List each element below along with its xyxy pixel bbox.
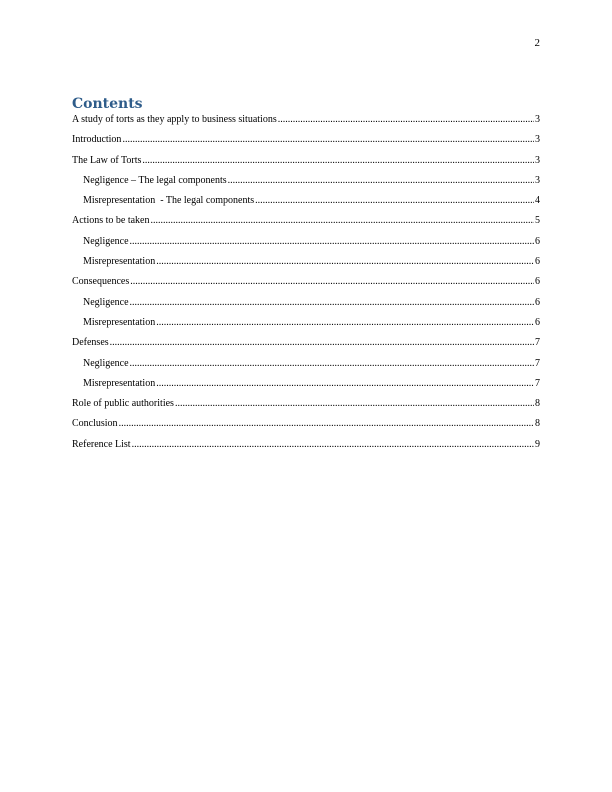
toc-entry-page: 6 (535, 296, 540, 308)
toc-entry-page: 6 (535, 235, 540, 247)
toc-entry-title: Reference List (72, 438, 131, 450)
toc-entry-title: Negligence (83, 296, 129, 308)
toc-dot-leader (278, 113, 534, 127)
toc-entry-title: Misrepresentation (83, 377, 156, 389)
toc-subentry[interactable] (72, 235, 540, 255)
toc-dot-leader (150, 214, 534, 228)
toc-subentry[interactable] (72, 174, 540, 194)
toc-dot-leader (142, 154, 534, 168)
toc-entry-title: Defenses (72, 337, 109, 349)
toc-entry-title: Actions to be taken (72, 215, 150, 227)
toc-entry[interactable] (72, 438, 540, 458)
toc-entry-page: 4 (535, 195, 540, 207)
toc-entry-page: 3 (535, 174, 540, 186)
toc-entry-page: 7 (535, 337, 540, 349)
toc-dot-leader (110, 336, 534, 350)
toc-dot-leader (130, 235, 534, 249)
toc-dot-leader (130, 357, 534, 371)
toc-dot-leader (156, 377, 534, 391)
toc-entry-title: The Law of Torts (72, 154, 142, 166)
table-of-contents (72, 113, 540, 458)
toc-entry[interactable] (72, 133, 540, 153)
toc-dot-leader (130, 296, 534, 310)
toc-entry-page: 7 (535, 377, 540, 389)
toc-entry-page: 7 (535, 357, 540, 369)
toc-subentry[interactable] (72, 255, 540, 275)
toc-dot-leader (175, 397, 534, 411)
toc-dot-leader (156, 255, 534, 269)
toc-entry-title: Misrepresentation (83, 316, 156, 328)
toc-entry[interactable] (72, 336, 540, 356)
toc-entry-page: 5 (535, 215, 540, 227)
toc-dot-leader (228, 174, 534, 188)
toc-entry[interactable] (72, 113, 540, 133)
toc-dot-leader (122, 133, 534, 147)
toc-dot-leader (156, 316, 534, 330)
toc-entry-page: 6 (535, 276, 540, 288)
toc-entry-title: Introduction (72, 134, 122, 146)
toc-entry-title: A study of torts as they apply to business situations (72, 114, 277, 125)
toc-entry-page: 8 (535, 398, 540, 410)
toc-entry[interactable] (72, 214, 540, 234)
toc-entry-page: 8 (535, 418, 540, 430)
toc-heading: Contents (72, 96, 143, 112)
toc-entry-title: Consequences (72, 276, 130, 288)
toc-entry-title: Negligence (83, 357, 129, 369)
toc-entry[interactable] (72, 397, 540, 417)
toc-entry-title: Role of public authorities (72, 398, 174, 410)
toc-entry-title: Misrepresentation (83, 256, 156, 268)
toc-dot-leader (119, 417, 534, 431)
page-number: 2 (534, 37, 540, 49)
toc-subentry[interactable] (72, 194, 540, 214)
toc-entry-page: 6 (535, 256, 540, 268)
toc-entry-title: Misrepresentation - The legal components (83, 195, 255, 207)
toc-dot-leader (132, 438, 534, 452)
toc-dot-leader (130, 275, 534, 289)
toc-subentry[interactable] (72, 377, 540, 397)
toc-subentry[interactable] (72, 316, 540, 336)
toc-entry-page: 9 (535, 438, 540, 450)
toc-subentry[interactable] (72, 296, 540, 316)
toc-entry-page: 3 (535, 134, 540, 146)
toc-entry-page: 3 (535, 114, 540, 125)
toc-subentry[interactable] (72, 357, 540, 377)
toc-entry-page: 6 (535, 316, 540, 328)
toc-entry-title: Conclusion (72, 418, 118, 430)
toc-entry-title: Negligence (83, 235, 129, 247)
toc-dot-leader (255, 194, 534, 208)
toc-entry[interactable] (72, 154, 540, 174)
toc-entry-page: 3 (535, 154, 540, 166)
toc-entry-title: Negligence – The legal components (83, 174, 227, 186)
toc-entry[interactable] (72, 275, 540, 295)
toc-entry[interactable] (72, 417, 540, 437)
